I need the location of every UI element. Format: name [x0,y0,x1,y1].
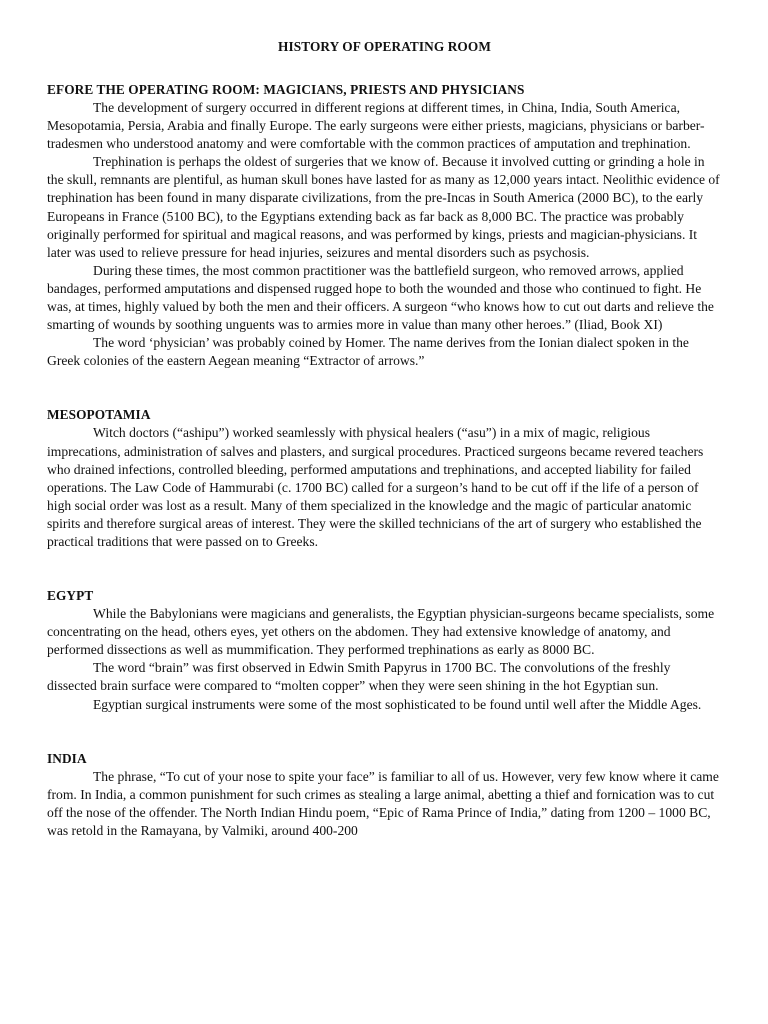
paragraph: The development of surgery occurred in different regions at different times, in China, India, South America, Mesopotamia, Persia, Arabia and finally Europe. The early surgeons were either priests, magicians, physicians or barber-tradesmen who understood anatomy and were comfortable with the common practices of amputation and trephination. [47,100,705,152]
section-heading: EFORE THE OPERATING ROOM: MAGICIANS, PRIESTS AND PHYSICIANS [47,82,525,97]
section-india [47,750,722,840]
section-heading: INDIA [47,750,87,766]
section-egypt [47,587,722,714]
section-before-operating-room [47,81,722,370]
paragraph: During these times, the most common practitioner was the battlefield surgeon, who removed arrows, applied bandages, performed amputations and dispensed rugged hope to both the wounded and those who continued to fight. He was, at times, highly valued by both the men and their officers. A surgeon “who knows how to cut out darts and relieve the smarting of wounds by soothing unguents was to armies more in value than many other heroes.” (Iliad, Book XI) [47,262,714,333]
document-title: HISTORY OF OPERATING ROOM [278,39,491,54]
document-page [47,38,722,840]
paragraph: Egyptian surgical instruments were some of the most sophisticated to be found until well after the Middle Ages. [93,696,702,712]
paragraph: The word “brain” was first observed in Edwin Smith Papyrus in 1700 BC. The convolutions of the freshly dissected brain surface were compared to “molten copper” when they were seen shining in the hot Egyptian sun. [47,660,671,694]
section-heading: MESOPOTAMIA [47,407,151,423]
section-mesopotamia [47,406,722,551]
section-heading: EGYPT [47,588,94,604]
paragraph: Trephination is perhaps the oldest of surgeries that we know of. Because it involved cutting or grinding a hole in the skull, remnants are plentiful, as human skull bones have lasted for as many as 12,000 years intact. Neolithic evidence of trephination has been found in many disparate civilizations, from the pre-Incas in South America (2000 BC), to the early Europeans in France (5100 BC), to the Egyptians extending back as far back as 8,000 BC. The practice was probably originally performed for spiritual and magical reasons, and was performed by kings, priests and magician-physicians. It later was used to relieve pressure for head injuries, seizures and mental disorders such as psychosis. [47,154,720,260]
paragraph: The phrase, “To cut of your nose to spite your face” is familiar to all of us. However, very few know where it came from. In India, a common punishment for such crimes as stealing a large animal, abetting a thief and fornication was to cut off the nose of the offender. The North Indian Hindu poem, “Epic of Rama Prince of India,” dating from 1200 – 1000 BC, was retold in the Ramayana, by Valmiki, around 400-200 [47,768,719,838]
section-spacer [47,714,722,750]
paragraph: Witch doctors (“ashipu”) worked seamlessly with physical healers (“asu”) in a mix of magic, religious imprecations, administration of salves and plasters, and surgical procedures. Practiced surgeons became revered teachers who drained infections, controlled bleeding, performed amputations and trephinations, and accepted liability for failed operations. The Law Code of Hammurabi (c. 1700 BC) called for a surgeon’s hand to be cut off if the life of a person of high social order was lost as a result. Many of them specialized in the knowledge and the magic of particular anatomic spirits and therefore surgical areas of interest. They were the skilled technicians of the art of surgery who established the practical traditions that were passed on to Greeks. [47,425,704,549]
paragraph: While the Babylonians were magicians and generalists, the Egyptian physician-surgeons became specialists, some concentrating on the head, others eyes, yet others on the abdomen. They had extensive knowledge of anatomy, and performed dissections as well as mummification. They performed trephinations as early as 8000 BC. [47,606,715,658]
section-spacer [47,370,722,406]
section-spacer [47,551,722,587]
paragraph: The word ‘physician’ was probably coined by Homer. The name derives from the Ionian dialect spoken in the Greek colonies of the eastern Aegean meaning “Extractor of arrows.” [47,335,689,369]
